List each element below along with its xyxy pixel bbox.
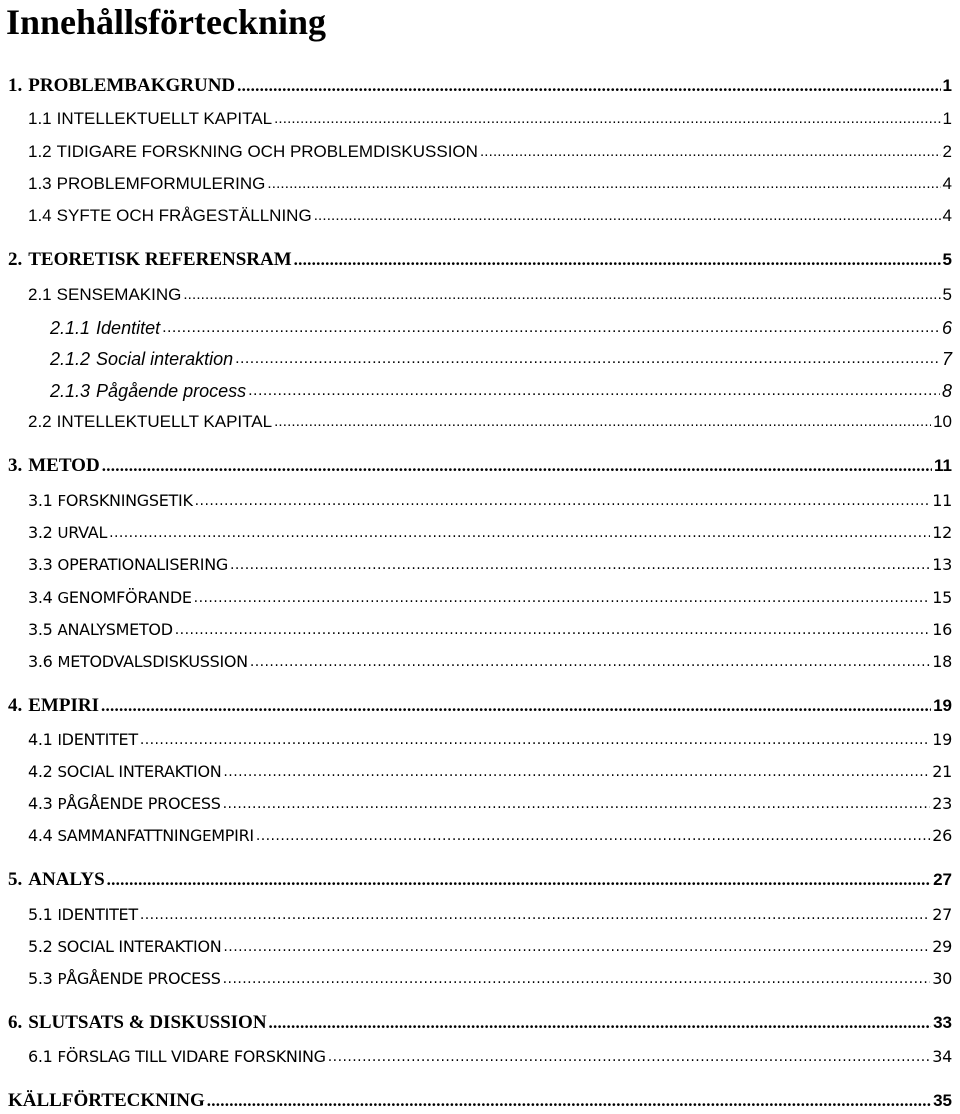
toc-dot-leader [248,378,940,404]
toc-entry-number: 4.3 [28,794,53,813]
toc-dot-leader [109,521,930,545]
toc-entry[interactable] [28,618,952,642]
toc-entry[interactable] [28,586,952,610]
toc-entry-number: 3.1 [28,491,53,510]
toc-entry-title-smallcaps: ÅGÅENDE PROCESS [66,969,221,988]
toc-dot-leader [480,140,941,164]
toc-entry-number: 4. [8,695,23,716]
toc-dot-leader [140,903,930,927]
toc-page-number: 15 [932,588,952,607]
toc-entry-title: T [56,142,68,161]
toc-page-number: 4 [942,206,952,225]
toc-dot-leader [140,728,930,752]
toc-page-number: 13 [932,555,952,574]
toc-entry-title: F [57,1048,66,1066]
toc-entry-title-smallcaps: YFTE OCH FRÅGESTÄLLNING [67,206,312,225]
toc-dot-leader [223,935,930,959]
toc-entry-title-smallcaps: ROBLEMFORMULERING [67,174,266,193]
toc-entry-title: Identitet [96,318,161,338]
toc-page-number: 5 [942,250,952,269]
toc-entry[interactable] [28,172,952,196]
toc-dot-leader [107,867,931,893]
toc-entry-title: METOD [28,455,100,476]
toc-entry[interactable] [28,903,952,927]
toc-entry-number: 2.1 [28,285,52,304]
toc-page-number: 33 [933,1013,952,1032]
toc-entry-title-smallcaps: RVAL [68,523,108,542]
toc-entry[interactable] [28,410,952,434]
toc-entry-number: 3. [8,455,23,476]
toc-page-number: 21 [932,762,952,781]
toc-entry-title: I [57,731,62,749]
toc-entry-title-smallcaps: OCIAL INTERAKTION [66,937,222,956]
toc-entry-title-smallcaps: DENTITET [61,905,138,924]
toc-entry-number: 1.4 [28,206,52,225]
toc-entry-title: I [56,412,62,431]
toc-entry-title-smallcaps: ENOMFÖRANDE [68,588,192,607]
toc-entry-title: EMPIRI [28,695,99,716]
toc-entry[interactable] [28,760,952,784]
toc-entry[interactable] [8,247,952,273]
toc-entry-title-smallcaps: ORSKNINGSETIK [65,491,193,510]
toc-entry[interactable] [28,283,952,307]
toc-entry-title-smallcaps: ÖRSLAG TILL VIDARE FORSKNING [65,1047,326,1066]
toc-dot-leader [195,489,931,513]
toc-entry-title: S [57,827,67,845]
toc-entry-number: 4.4 [28,826,53,845]
toc-entry-title-smallcaps: ETODVALSDISKUSSION [70,652,248,671]
toc-dot-leader [256,824,930,848]
toc-entry-number: 6.1 [28,1047,53,1066]
toc-page-number: 27 [933,870,952,889]
toc-entry-title-smallcaps: MPIRI [211,826,254,845]
toc-dot-leader [314,204,941,228]
toc-entry-number: 2.1.2 [50,349,91,369]
toc-dot-leader [250,650,930,674]
toc-entry-title-smallcaps: NTELLEKTUELLT KAPITAL [61,412,273,431]
toc-entry-title-smallcaps: PERATIONALISERING [69,555,228,574]
toc-page-number: 1 [942,109,952,128]
toc-entry-title: PROBLEMBAKGRUND [28,75,236,96]
toc-entry-title: E [202,827,212,845]
toc-page-number: 11 [934,456,952,475]
toc-page-number: 18 [932,652,952,671]
toc-entry-title-smallcaps: OCIAL INTERAKTION [66,762,222,781]
toc-page-number: 7 [941,349,952,369]
toc-page-number: 26 [932,826,952,845]
toc-dot-leader [207,1088,931,1114]
toc-entry[interactable] [28,650,952,674]
toc-dot-leader [328,1045,930,1069]
toc-page-number: 5 [942,285,952,304]
toc-entry-title: M [57,653,71,671]
toc-dot-leader [102,453,932,479]
toc-entry[interactable] [28,1045,952,1069]
toc-dot-leader [223,967,931,991]
toc-entry-title: P [57,970,67,988]
toc-entry-number: 5. [8,869,23,890]
toc-dot-leader [194,586,931,610]
toc-dot-leader [269,1010,932,1036]
toc-dot-leader [183,283,940,307]
toc-entry-number: 2. [8,249,23,270]
toc-entry[interactable] [28,140,952,164]
toc-dot-leader [101,693,931,719]
toc-entry-title: I [57,906,62,924]
toc-entry[interactable] [8,453,952,479]
toc-dot-leader [223,792,931,816]
toc-entry[interactable] [50,346,952,372]
toc-entry-number: 1.3 [28,174,52,193]
toc-entry[interactable] [28,107,952,131]
toc-dot-leader [230,553,930,577]
toc-entry-number: 4.1 [28,730,53,749]
toc-page-number: 1 [942,76,952,95]
toc-entry[interactable] [8,1088,952,1114]
toc-entry-title: S [56,206,68,225]
toc-entry[interactable] [28,489,952,513]
toc-entry-title: P [57,795,67,813]
toc-entry-number: 2.2 [28,412,52,431]
toc-entry-title-smallcaps: ENSEMAKING [67,285,182,304]
toc-entry-title: Social interaktion [96,349,234,369]
toc-entry-title-smallcaps: IDIGARE FORSKNING OCH PROBLEMDISKUSSION [67,142,478,161]
toc-entry-number: 3.5 [28,620,53,639]
toc-entry[interactable] [8,693,952,719]
toc-entry-title: O [57,556,70,574]
toc-entry[interactable] [28,967,952,991]
toc-dot-leader [237,73,940,99]
toc-entry-number: 6. [8,1012,23,1033]
toc-entry-number: 1.1 [28,109,52,128]
toc-entry-title-smallcaps: NALYSMETOD [67,620,173,639]
toc-entry[interactable] [28,792,952,816]
toc-page-number: 10 [933,412,952,431]
toc-entry-title: G [57,589,69,607]
toc-entry-title: S [56,285,68,304]
toc-entry[interactable] [28,728,952,752]
toc-entry-number: 3.3 [28,555,53,574]
toc-entry-number: 2.1.3 [50,381,91,401]
toc-page-number: 23 [932,794,952,813]
toc-entry-title: S [57,938,67,956]
toc-entry-number: 4.2 [28,762,53,781]
toc-dot-leader [294,247,941,273]
toc-page-number: 34 [932,1047,952,1066]
toc-entry-title: A [57,621,68,639]
toc-entry-title: I [56,109,62,128]
toc-entry[interactable] [50,315,952,341]
toc-page-number: 6 [941,318,952,338]
toc-dot-leader [274,107,940,131]
toc-entry-number: 2.1.1 [50,318,91,338]
toc-dot-leader [175,618,930,642]
toc-entry-title: KÄLLFÖRTECKNING [8,1090,205,1111]
toc-page-number: 19 [933,696,952,715]
toc-page-number: 2 [942,142,952,161]
page-title: Innehållsförteckning [6,2,327,42]
toc-entry-title-smallcaps: AMMANFATTNING [66,826,203,845]
toc-page-number: 27 [932,905,952,924]
toc-entry-title-smallcaps: DENTITET [61,730,138,749]
toc-dot-leader [267,172,940,196]
toc-entry[interactable] [8,1010,952,1036]
toc-page-number: 16 [932,620,952,639]
toc-entry-number: 5.1 [28,905,53,924]
toc-entry-title-smallcaps: ÅGÅENDE PROCESS [66,794,221,813]
toc-entry[interactable] [28,204,952,228]
toc-entry-title: S [57,763,67,781]
toc-page-number: 11 [932,491,952,510]
toc-dot-leader [274,410,931,434]
toc-entry[interactable] [8,73,952,99]
toc-page-number: 30 [932,969,952,988]
toc-dot-leader [223,760,930,784]
toc-entry[interactable] [28,553,952,577]
toc-entry-number: 3.6 [28,652,53,671]
toc-entry-title-smallcaps: NTELLEKTUELLT KAPITAL [61,109,273,128]
toc-entry[interactable] [28,824,952,848]
toc-entry-title: SLUTSATS & DISKUSSION [28,1012,267,1033]
toc-entry-title: TEORETISK REFERENSRAM [28,249,292,270]
toc-entry-number: 3.4 [28,588,53,607]
toc-entry-title: P [56,174,68,193]
toc-entry[interactable] [50,378,952,404]
toc-page-number: 19 [932,730,952,749]
toc-page-number: 35 [933,1091,952,1110]
toc-entry-number: 1. [8,75,23,96]
toc-entry[interactable] [28,521,952,545]
toc-dot-leader [162,315,940,341]
toc-entry-number: 3.2 [28,523,53,542]
toc-entry[interactable] [28,935,952,959]
toc-page-number: 29 [932,937,952,956]
toc-page-number: 12 [932,523,952,542]
toc-entry[interactable] [8,867,952,893]
toc-entry-title: ANALYS [28,869,105,890]
toc-entry-number: 1.2 [28,142,52,161]
toc-page-number: 8 [941,381,952,401]
toc-entry-title: F [57,492,66,510]
toc-entry-number: 5.3 [28,969,53,988]
toc-dot-leader [235,346,940,372]
toc-entry-title: U [57,524,69,542]
toc-page-number: 4 [942,174,952,193]
toc-entry-number: 5.2 [28,937,53,956]
toc-entry-title: Pågående process [96,381,247,401]
